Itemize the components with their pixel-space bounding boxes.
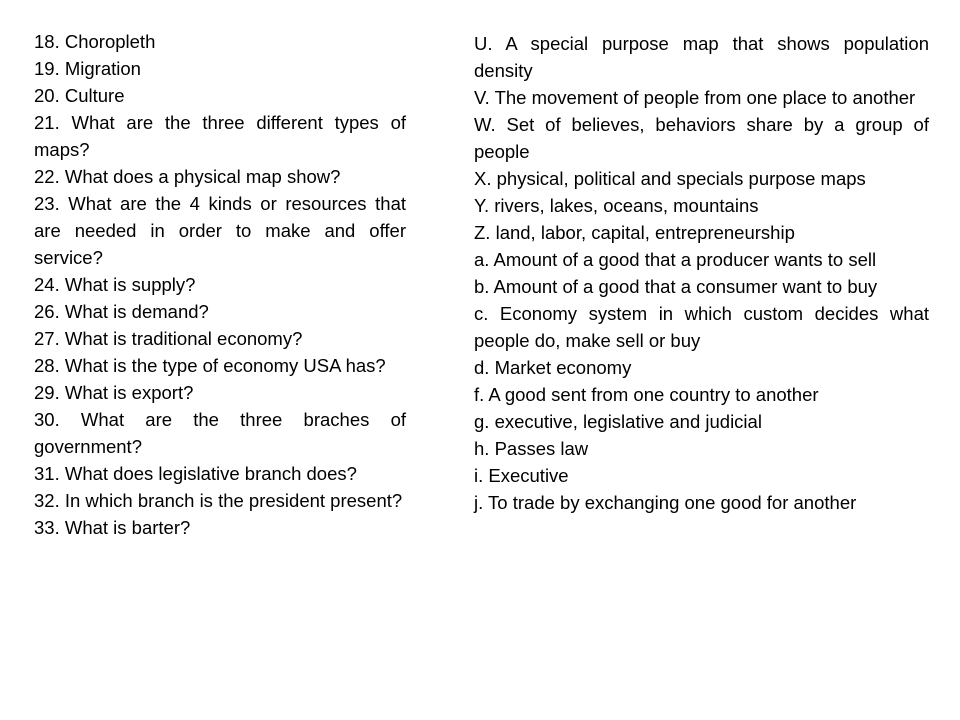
answers-column <box>474 30 929 516</box>
answer-item: i. Executive <box>474 465 569 486</box>
answer-item: f. A good sent from one country to another <box>474 384 819 405</box>
question-item: 19. Migration <box>34 58 141 79</box>
question-item: 27. What is traditional economy? <box>34 328 303 349</box>
answer-item: U. A special purpose map that shows population density <box>474 33 929 81</box>
question-item: 26. What is demand? <box>34 301 209 322</box>
question-item: 24. What is supply? <box>34 274 196 295</box>
answer-item: W. Set of believes, behaviors share by a group of people <box>474 114 929 162</box>
answer-item: g. executive, legislative and judicial <box>474 411 762 432</box>
answer-item: h. Passes law <box>474 438 589 459</box>
question-item: 33. What is barter? <box>34 517 191 538</box>
answer-item: j. To trade by exchanging one good for another <box>474 492 857 513</box>
answer-item: Z. land, labor, capital, entrepreneurship <box>474 222 795 243</box>
questions-column <box>34 28 406 541</box>
question-item: 18. Choropleth <box>34 31 156 52</box>
answer-item: V. The movement of people from one place to another <box>474 87 916 108</box>
answer-item: Y. rivers, lakes, oceans, mountains <box>474 195 759 216</box>
question-item: 22. What does a physical map show? <box>34 166 341 187</box>
answer-item: c. Economy system in which custom decides what people do, make sell or buy <box>474 303 929 351</box>
question-item: 29. What is export? <box>34 382 194 403</box>
answer-item: b. Amount of a good that a consumer want to buy <box>474 276 878 297</box>
question-item: 28. What is the type of economy USA has? <box>34 355 386 376</box>
answer-item: a. Amount of a good that a producer wants to sell <box>474 249 877 270</box>
question-item: 32. In which branch is the president present? <box>34 490 403 511</box>
answer-item: d. Market economy <box>474 357 632 378</box>
question-item: 31. What does legislative branch does? <box>34 463 357 484</box>
question-item: 20. Culture <box>34 85 125 106</box>
question-item: 21. What are the three different types of maps? <box>34 112 406 160</box>
question-item: 30. What are the three braches of government? <box>34 409 406 457</box>
question-item: 23. What are the 4 kinds or resources that are needed in order to make and offer service? <box>34 193 406 268</box>
answer-item: X. physical, political and specials purpose maps <box>474 168 866 189</box>
